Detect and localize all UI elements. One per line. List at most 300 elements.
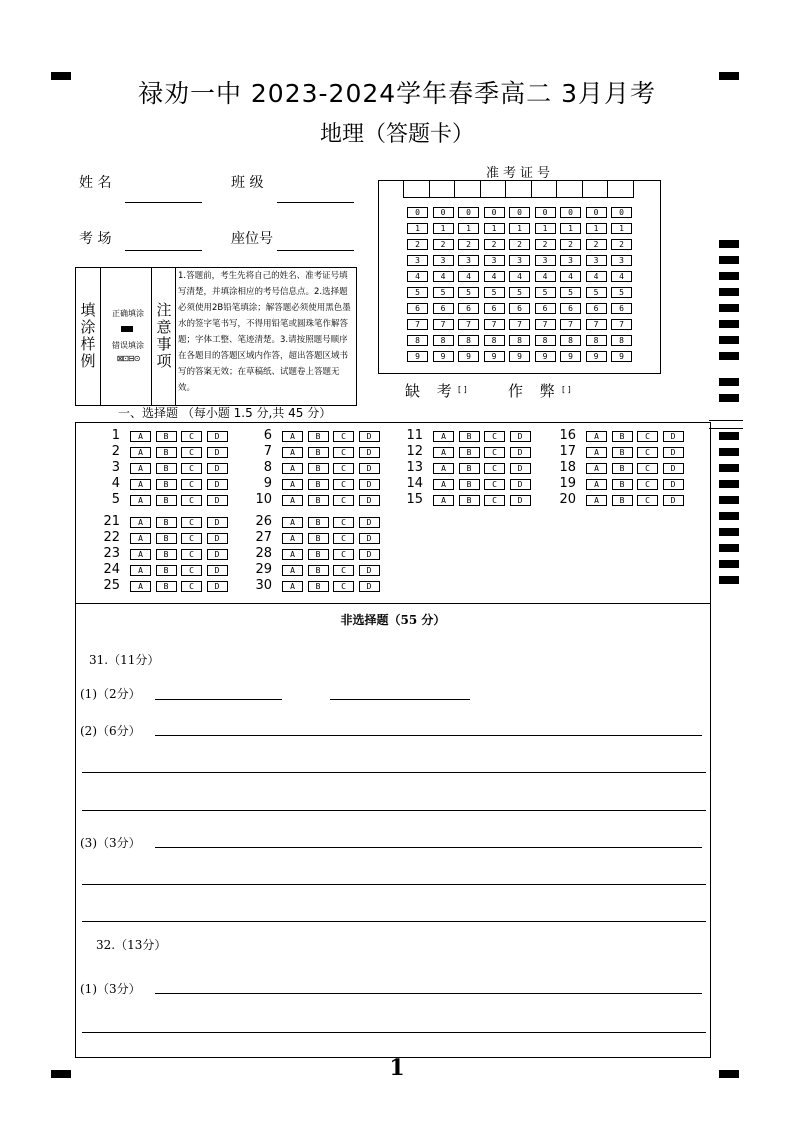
mc-option-bubble[interactable]: C [181, 495, 202, 506]
mc-option-bubble[interactable]: C [484, 463, 505, 474]
admission-bubble[interactable]: 8 [611, 335, 632, 346]
mc-question-number: 3 [111, 460, 120, 475]
mc-question-number: 11 [406, 428, 423, 443]
admission-bubble[interactable]: 2 [586, 239, 607, 250]
mc-option-bubble[interactable]: C [333, 565, 354, 576]
mc-option-bubble[interactable]: B [308, 581, 329, 592]
admission-bubble[interactable]: 7 [484, 319, 505, 330]
admission-bubble[interactable]: 0 [560, 207, 581, 218]
mc-question-number: 13 [406, 460, 423, 475]
admission-bubble[interactable]: 2 [535, 239, 556, 250]
timing-mark [719, 240, 739, 248]
admission-digit-cell[interactable] [454, 181, 481, 198]
mc-option-bubble[interactable]: B [308, 565, 329, 576]
mc-option-bubble[interactable]: B [459, 479, 480, 490]
answer-line[interactable] [155, 735, 702, 736]
admission-bubble[interactable]: 0 [509, 207, 530, 218]
admission-bubble[interactable]: 9 [535, 351, 556, 362]
timing-mark [719, 560, 739, 568]
mc-question-number: 18 [559, 460, 576, 475]
mc-option-bubble[interactable]: A [586, 447, 607, 458]
admission-bubble[interactable]: 3 [484, 255, 505, 266]
mc-option-bubble[interactable]: B [156, 431, 177, 442]
mc-option-bubble[interactable]: C [333, 431, 354, 442]
page-subtitle: 地理（答题卡） [319, 122, 474, 147]
admission-bubble[interactable]: 3 [433, 255, 454, 266]
admission-bubble[interactable]: 5 [458, 287, 479, 298]
mc-question-number: 20 [559, 492, 576, 507]
mc-option-bubble[interactable]: B [156, 581, 177, 592]
admission-bubble[interactable]: 6 [407, 303, 428, 314]
mc-option-bubble[interactable]: C [181, 581, 202, 592]
answer-line[interactable] [155, 699, 282, 700]
mc-option-bubble[interactable]: D [510, 479, 531, 490]
admission-digit-cell[interactable] [429, 181, 456, 198]
mc-option-bubble[interactable]: C [637, 479, 658, 490]
mc-option-bubble[interactable]: D [207, 447, 228, 458]
admission-bubble[interactable]: 8 [586, 335, 607, 346]
admission-bubble[interactable]: 8 [407, 335, 428, 346]
answer-line[interactable] [155, 847, 702, 848]
admission-bubble[interactable]: 4 [586, 271, 607, 282]
mc-option-bubble[interactable]: D [510, 463, 531, 474]
mc-option-bubble[interactable]: D [207, 517, 228, 528]
mc-question-number: 6 [263, 428, 272, 443]
mc-question-number: 8 [263, 460, 272, 475]
mc-option-bubble[interactable]: B [156, 517, 177, 528]
mc-option-bubble[interactable]: D [359, 549, 380, 560]
mc-option-bubble[interactable]: C [484, 479, 505, 490]
seat-field[interactable] [277, 250, 354, 251]
absent-label: 缺 考 [405, 382, 458, 400]
mc-option-bubble[interactable]: C [333, 463, 354, 474]
admission-bubble[interactable]: 9 [611, 351, 632, 362]
admission-bubble[interactable]: 0 [611, 207, 632, 218]
admission-bubble[interactable]: 5 [407, 287, 428, 298]
admission-bubble[interactable]: 1 [433, 223, 454, 234]
mc-option-bubble[interactable]: B [612, 479, 633, 490]
mc-option-bubble[interactable]: D [207, 581, 228, 592]
mc-option-bubble[interactable]: D [359, 479, 380, 490]
q32-label: 32.（13分） [96, 938, 167, 952]
mc-option-bubble[interactable]: B [308, 549, 329, 560]
mc-option-bubble[interactable]: D [663, 463, 684, 474]
timing-mark [719, 288, 739, 296]
mc-option-bubble[interactable]: B [308, 517, 329, 528]
page-number: 1 [389, 1055, 405, 1081]
mc-option-bubble[interactable]: A [130, 431, 151, 442]
admission-bubble[interactable]: 4 [407, 271, 428, 282]
admission-bubble[interactable]: 3 [509, 255, 530, 266]
mc-question-number: 2 [111, 444, 120, 459]
answer-line[interactable] [82, 884, 706, 885]
fill-sample-label: 填涂样例 [80, 301, 96, 370]
admission-bubble[interactable]: 9 [458, 351, 479, 362]
admission-bubble[interactable]: 5 [509, 287, 530, 298]
correct-fill-label: 正确填涂 [112, 309, 144, 318]
mc-option-bubble[interactable]: C [333, 549, 354, 560]
mc-option-bubble[interactable]: B [156, 533, 177, 544]
mc-option-bubble[interactable]: B [156, 479, 177, 490]
admission-bubble[interactable]: 5 [611, 287, 632, 298]
mc-option-bubble[interactable]: D [359, 463, 380, 474]
mc-option-bubble[interactable]: C [181, 565, 202, 576]
timing-mark [719, 544, 739, 552]
class-field[interactable] [277, 202, 354, 203]
timing-mark [719, 378, 739, 386]
mc-option-bubble[interactable]: B [459, 447, 480, 458]
admission-bubble[interactable]: 5 [560, 287, 581, 298]
admission-digit-cell[interactable] [607, 181, 634, 198]
mc-option-bubble[interactable]: D [663, 431, 684, 442]
q31-1-label: (1)（2分） [80, 687, 141, 701]
admission-bubble[interactable]: 6 [611, 303, 632, 314]
mc-option-bubble[interactable]: A [282, 549, 303, 560]
admission-bubble[interactable]: 4 [560, 271, 581, 282]
admission-bubble[interactable]: 8 [433, 335, 454, 346]
mc-question-number: 22 [103, 530, 120, 545]
seat-label: 座位号 [231, 231, 273, 247]
mc-option-bubble[interactable]: A [282, 533, 303, 544]
mc-option-bubble[interactable]: A [433, 479, 454, 490]
answer-line[interactable] [82, 810, 706, 811]
admission-bubble[interactable]: 7 [458, 319, 479, 330]
admission-bubble[interactable]: 7 [586, 319, 607, 330]
mc-option-bubble[interactable]: C [637, 495, 658, 506]
mc-question-number: 10 [255, 492, 272, 507]
admission-bubble[interactable]: 4 [484, 271, 505, 282]
admission-bubble[interactable]: 3 [407, 255, 428, 266]
admission-bubble[interactable]: 6 [433, 303, 454, 314]
wrong-fill-label: 错误填涂 [112, 341, 144, 350]
mc-option-bubble[interactable]: B [612, 447, 633, 458]
admission-bubble[interactable]: 2 [509, 239, 530, 250]
mc-option-bubble[interactable]: A [433, 447, 454, 458]
admission-bubble[interactable]: 0 [407, 207, 428, 218]
admission-bubble[interactable]: 1 [484, 223, 505, 234]
mc-option-bubble[interactable]: B [308, 447, 329, 458]
admission-bubble[interactable]: 2 [611, 239, 632, 250]
admission-bubble[interactable]: 2 [484, 239, 505, 250]
mc-option-bubble[interactable]: B [612, 431, 633, 442]
page-title: 禄劝一中 2023-2024学年春季高二 3月月考 [137, 79, 657, 108]
mc-option-bubble[interactable]: D [207, 495, 228, 506]
admission-bubble[interactable]: 7 [407, 319, 428, 330]
admission-bubble[interactable]: 6 [458, 303, 479, 314]
mc-option-bubble[interactable]: D [359, 517, 380, 528]
q31-label: 31.（11分） [89, 653, 160, 667]
admission-bubble[interactable]: 4 [509, 271, 530, 282]
admission-bubble[interactable]: 6 [560, 303, 581, 314]
mc-question-number: 30 [255, 578, 272, 593]
mc-option-bubble[interactable]: B [308, 479, 329, 490]
mc-option-bubble[interactable]: A [130, 581, 151, 592]
admission-bubble[interactable]: 5 [484, 287, 505, 298]
timing-mark [719, 432, 739, 440]
mc-option-bubble[interactable]: C [333, 581, 354, 592]
mc-option-bubble[interactable]: A [130, 447, 151, 458]
name-field[interactable] [125, 202, 202, 203]
admission-digit-cell[interactable] [531, 181, 558, 198]
mc-option-bubble[interactable]: D [359, 581, 380, 592]
mc-option-bubble[interactable]: A [433, 431, 454, 442]
admission-bubble[interactable]: 9 [484, 351, 505, 362]
mc-option-bubble[interactable]: A [282, 431, 303, 442]
mc-question-number: 28 [255, 546, 272, 561]
timing-mark [719, 496, 739, 504]
mc-option-bubble[interactable]: C [181, 431, 202, 442]
admission-bubble[interactable]: 9 [586, 351, 607, 362]
admission-bubble[interactable]: 1 [458, 223, 479, 234]
mc-option-bubble[interactable]: D [510, 431, 531, 442]
admission-bubble[interactable]: 9 [560, 351, 581, 362]
mc-option-bubble[interactable]: D [663, 495, 684, 506]
mc-option-bubble[interactable]: C [181, 533, 202, 544]
mc-option-bubble[interactable]: A [586, 431, 607, 442]
mc-option-bubble[interactable]: A [130, 495, 151, 506]
mc-option-bubble[interactable]: D [207, 463, 228, 474]
admission-bubble[interactable]: 3 [586, 255, 607, 266]
admission-bubble[interactable]: 0 [586, 207, 607, 218]
mc-option-bubble[interactable]: B [459, 431, 480, 442]
name-label: 姓 名 [79, 175, 112, 191]
admission-bubble[interactable]: 5 [535, 287, 556, 298]
admission-digit-cell[interactable] [505, 181, 532, 198]
mc-option-bubble[interactable]: A [282, 495, 303, 506]
mc-question-number: 26 [255, 514, 272, 529]
admission-bubble[interactable]: 9 [433, 351, 454, 362]
mc-option-bubble[interactable]: A [130, 549, 151, 560]
admission-bubble[interactable]: 7 [433, 319, 454, 330]
mc-option-bubble[interactable]: A [130, 565, 151, 576]
mc-option-bubble[interactable]: B [308, 533, 329, 544]
mc-option-bubble[interactable]: B [459, 495, 480, 506]
mc-option-bubble[interactable]: A [433, 495, 454, 506]
mc-option-bubble[interactable]: D [359, 565, 380, 576]
admission-bubble[interactable]: 7 [611, 319, 632, 330]
mc-option-bubble[interactable]: C [181, 517, 202, 528]
admission-bubble[interactable]: 0 [484, 207, 505, 218]
answer-line[interactable] [82, 772, 706, 773]
mc-option-bubble[interactable]: A [282, 447, 303, 458]
admission-bubble[interactable]: 4 [458, 271, 479, 282]
answer-line[interactable] [82, 921, 706, 922]
mc-option-bubble[interactable]: B [156, 463, 177, 474]
answer-line[interactable] [155, 993, 702, 994]
admission-bubble[interactable]: 1 [560, 223, 581, 234]
cheat-label: 作 弊 [508, 382, 561, 400]
admission-bubble[interactable]: 8 [458, 335, 479, 346]
mc-option-bubble[interactable]: D [359, 431, 380, 442]
admission-bubble[interactable]: 7 [560, 319, 581, 330]
admission-bubble[interactable]: 2 [433, 239, 454, 250]
admission-bubble[interactable]: 7 [535, 319, 556, 330]
absent-checkbox[interactable]: [ ] [458, 385, 467, 394]
mc-option-bubble[interactable]: D [359, 533, 380, 544]
mc-option-bubble[interactable]: B [612, 495, 633, 506]
mc-question-number: 27 [255, 530, 272, 545]
admission-bubble[interactable]: 8 [509, 335, 530, 346]
timing-mark [719, 480, 739, 488]
mc-option-bubble[interactable]: C [484, 447, 505, 458]
mc-question-number: 7 [263, 444, 272, 459]
mc-option-bubble[interactable]: C [181, 549, 202, 560]
section-divider [709, 420, 743, 421]
admission-digit-cell[interactable] [403, 181, 430, 198]
room-field[interactable] [125, 250, 202, 251]
mc-option-bubble[interactable]: D [207, 565, 228, 576]
admission-bubble[interactable]: 8 [560, 335, 581, 346]
mc-option-bubble[interactable]: C [333, 517, 354, 528]
admission-bubble[interactable]: 4 [535, 271, 556, 282]
timing-mark [719, 448, 739, 456]
mc-option-bubble[interactable]: B [156, 447, 177, 458]
admission-bubble[interactable]: 0 [433, 207, 454, 218]
timing-mark [719, 320, 739, 328]
admission-bubble[interactable]: 6 [586, 303, 607, 314]
mc-option-bubble[interactable]: B [156, 549, 177, 560]
mc-option-bubble[interactable]: A [130, 479, 151, 490]
mc-option-bubble[interactable]: D [207, 549, 228, 560]
mc-option-bubble[interactable]: C [637, 447, 658, 458]
mc-section-title: 一、选择题 （每小题 1.5 分,共 45 分） [118, 406, 332, 420]
mc-option-bubble[interactable]: D [663, 479, 684, 490]
mc-option-bubble[interactable]: A [282, 565, 303, 576]
mc-option-bubble[interactable]: D [359, 495, 380, 506]
mc-question-number: 19 [559, 476, 576, 491]
mc-question-number: 23 [103, 546, 120, 561]
admission-bubble[interactable]: 4 [433, 271, 454, 282]
admission-bubble[interactable]: 2 [407, 239, 428, 250]
admission-digit-cell[interactable] [480, 181, 507, 198]
admission-bubble[interactable]: 6 [484, 303, 505, 314]
wrong-fill-example: ⊠⊡⊟⊙ [116, 354, 140, 363]
mc-option-bubble[interactable]: B [308, 495, 329, 506]
admission-bubble[interactable]: 1 [509, 223, 530, 234]
mc-option-bubble[interactable]: D [207, 431, 228, 442]
timing-mark [719, 272, 739, 280]
mc-separator [76, 603, 710, 604]
admission-bubble[interactable]: 1 [586, 223, 607, 234]
timing-mark [719, 394, 739, 402]
mc-option-bubble[interactable]: A [282, 479, 303, 490]
mc-option-bubble[interactable]: D [359, 447, 380, 458]
admission-digit-cell[interactable] [556, 181, 583, 198]
admission-bubble[interactable]: 6 [535, 303, 556, 314]
timing-mark [719, 352, 739, 360]
mc-option-bubble[interactable]: C [333, 533, 354, 544]
admission-bubble[interactable]: 3 [535, 255, 556, 266]
mc-option-bubble[interactable]: A [586, 495, 607, 506]
mc-option-bubble[interactable]: C [637, 431, 658, 442]
admission-bubble[interactable]: 3 [458, 255, 479, 266]
admission-bubble[interactable]: 1 [611, 223, 632, 234]
mc-option-bubble[interactable]: A [586, 479, 607, 490]
mc-option-bubble[interactable]: C [333, 479, 354, 490]
admission-bubble[interactable]: 7 [509, 319, 530, 330]
admission-bubble[interactable]: 3 [560, 255, 581, 266]
admission-bubble[interactable]: 6 [509, 303, 530, 314]
mc-question-number: 25 [103, 578, 120, 593]
admission-bubble[interactable]: 3 [611, 255, 632, 266]
mc-option-bubble[interactable]: A [282, 517, 303, 528]
mc-question-number: 4 [111, 476, 120, 491]
admission-bubble[interactable]: 8 [535, 335, 556, 346]
admission-bubble[interactable]: 9 [407, 351, 428, 362]
answer-line[interactable] [330, 699, 470, 700]
mc-option-bubble[interactable]: C [181, 447, 202, 458]
mc-option-bubble[interactable]: D [207, 533, 228, 544]
mc-option-bubble[interactable]: C [484, 495, 505, 506]
admission-bubble[interactable]: 5 [586, 287, 607, 298]
notes-label: 注意事项 [156, 301, 172, 370]
room-label: 考 场 [79, 231, 112, 247]
mc-option-bubble[interactable]: D [207, 479, 228, 490]
mc-option-bubble[interactable]: A [282, 581, 303, 592]
admission-bubble[interactable]: 8 [484, 335, 505, 346]
mc-option-bubble[interactable]: D [510, 447, 531, 458]
admission-bubble[interactable]: 1 [407, 223, 428, 234]
mc-option-bubble[interactable]: C [484, 431, 505, 442]
mc-question-number: 29 [255, 562, 272, 577]
mc-option-bubble[interactable]: C [333, 495, 354, 506]
mc-option-bubble[interactable]: B [459, 463, 480, 474]
mc-option-bubble[interactable]: A [130, 517, 151, 528]
admission-bubble[interactable]: 9 [509, 351, 530, 362]
timing-mark [719, 512, 739, 520]
admission-bubble[interactable]: 2 [560, 239, 581, 250]
non-mc-title: 非选择题（55 分） [340, 613, 446, 627]
q31-3-label: (3)（3分） [80, 836, 141, 850]
admission-bubble[interactable]: 4 [611, 271, 632, 282]
mc-option-bubble[interactable]: B [308, 431, 329, 442]
class-label: 班 级 [231, 175, 264, 191]
mc-option-bubble[interactable]: B [156, 495, 177, 506]
mc-option-bubble[interactable]: B [156, 565, 177, 576]
mc-option-bubble[interactable]: A [130, 533, 151, 544]
mc-option-bubble[interactable]: D [510, 495, 531, 506]
mc-question-number: 17 [559, 444, 576, 459]
mc-option-bubble[interactable]: A [282, 463, 303, 474]
cheat-checkbox[interactable]: [ ] [562, 385, 571, 394]
admission-bubble[interactable]: 2 [458, 239, 479, 250]
admission-bubble[interactable]: 1 [535, 223, 556, 234]
mc-option-bubble[interactable]: C [637, 463, 658, 474]
timing-mark [719, 464, 739, 472]
timing-mark [719, 256, 739, 264]
mc-option-bubble[interactable]: A [586, 463, 607, 474]
notes-text: 1.答题前，考生先将自己的姓名、准考证号填写清楚，并填涂相应的考号信息点。2.选择题必须使用2B铅笔填涂；解答题必须使用黑色墨水的签字笔书写，不得用铅笔或圆珠笔作解答题；字体工整、笔迹清楚。3.请按照题号顺序在各题目的答题区域内作答，超出答题区域书写的答案无效；在草稿纸、试题卷上答题无效。 [178, 271, 351, 393]
admission-bubble[interactable]: 0 [458, 207, 479, 218]
mc-question-number: 16 [559, 428, 576, 443]
mc-option-bubble[interactable]: A [433, 463, 454, 474]
fill-sample-box [75, 267, 357, 406]
mc-option-bubble[interactable]: A [130, 463, 151, 474]
answer-line[interactable] [82, 1032, 706, 1033]
mc-option-bubble[interactable]: C [181, 463, 202, 474]
mc-option-bubble[interactable]: C [181, 479, 202, 490]
mc-question-number: 15 [406, 492, 423, 507]
correct-fill-example [121, 326, 133, 332]
admission-digit-cell[interactable] [582, 181, 609, 198]
mc-option-bubble[interactable]: B [308, 463, 329, 474]
mc-option-bubble[interactable]: B [612, 463, 633, 474]
mc-option-bubble[interactable]: C [333, 447, 354, 458]
admission-bubble[interactable]: 0 [535, 207, 556, 218]
mc-option-bubble[interactable]: D [663, 447, 684, 458]
admission-bubble[interactable]: 5 [433, 287, 454, 298]
mc-question-number: 21 [103, 514, 120, 529]
